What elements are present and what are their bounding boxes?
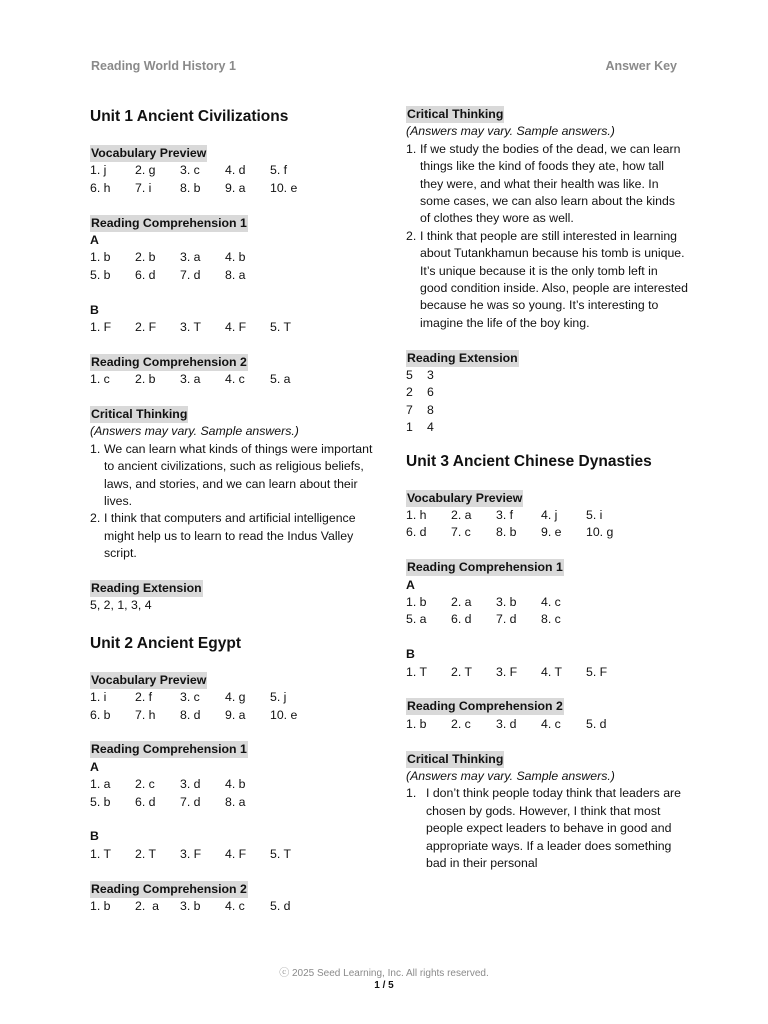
answer-cell: 8. c	[541, 612, 561, 627]
answer-cell: 2. T	[135, 846, 156, 861]
answer-row	[90, 371, 375, 388]
answer-row	[90, 249, 375, 266]
answer-row	[406, 402, 688, 419]
answer-row	[406, 664, 688, 681]
answer-cell: 2. b	[135, 250, 156, 265]
answer-cell: 5. b	[90, 794, 111, 809]
answer-row	[90, 794, 375, 811]
part-a-label: A	[90, 759, 99, 774]
unit1-vocab-answers	[90, 162, 375, 197]
unit1-ct-title: Critical Thinking	[91, 406, 188, 421]
answer-cell: 3. c	[180, 163, 200, 178]
list-item	[406, 785, 688, 872]
answer-cell: 5. F	[586, 664, 608, 679]
answer-cell: 6. b	[90, 707, 111, 722]
unit2-title: Unit 2 Ancient Egypt	[90, 634, 241, 652]
answer-cell: 8. a	[225, 794, 246, 809]
unit1-title: Unit 1 Ancient Civilizations	[90, 108, 289, 125]
item-text: If we study the bodies of the dead, we can learn things like the kind of foods they ate, how tall they were, and what their health was like. In some cases, we can also learn about the kinds of clothes they wore as well.	[420, 141, 681, 226]
answer-cell: 7. d	[180, 794, 201, 809]
answer-cell: 5. d	[586, 716, 607, 731]
answer-cell: 3	[427, 368, 434, 383]
answer-cell: 1	[406, 420, 413, 435]
answer-cell: 3. T	[180, 319, 201, 334]
item-text: We can learn what kinds of things were important to ancient civilizations, such as religious beliefs, laws, and stories, and we can learn about their lives.	[104, 441, 373, 508]
answer-cell: 7. h	[135, 707, 156, 722]
answer-cell: 9. a	[225, 180, 246, 195]
answer-cell: 1. T	[406, 664, 427, 679]
answer-cell: 4. F	[225, 319, 247, 334]
answer-row	[90, 707, 375, 724]
answer-row	[406, 611, 688, 628]
answer-row	[406, 367, 688, 384]
answer-cell: 2. a	[451, 508, 472, 523]
answer-cell: 3. c	[180, 690, 200, 705]
answer-cell: 8. a	[225, 267, 246, 282]
answer-cell: 7. c	[451, 525, 471, 540]
answer-cell: 2. c	[451, 716, 471, 731]
unit3-rc2-title: Reading Comprehension 2	[407, 699, 563, 714]
answer-cell: 1. j	[90, 163, 107, 178]
unit3-title: Unit 3 Ancient Chinese Dynasties	[406, 452, 652, 470]
answer-cell: 10. g	[586, 525, 614, 540]
unit3-vocab-title: Vocabulary Preview	[407, 490, 523, 505]
answer-cell: 2. a	[451, 595, 472, 610]
unit2-ext-title: Reading Extension	[407, 350, 518, 365]
answer-cell: 5	[406, 368, 413, 383]
unit1-ext-answer: 5, 2, 1, 3, 4	[90, 598, 152, 613]
unit1-ct-answers	[90, 441, 375, 563]
item-number: 2.	[90, 511, 101, 526]
answer-row	[406, 384, 688, 401]
unit2-vocab-title: Vocabulary Preview	[91, 672, 207, 687]
answer-cell: 1. b	[406, 595, 427, 610]
part-b-label: B	[90, 302, 99, 317]
unit3-ct-answers	[406, 785, 688, 872]
answer-row	[406, 507, 688, 524]
left-column	[90, 106, 375, 915]
unit2-rc2-title: Reading Comprehension 2	[91, 881, 247, 896]
unit1-rc1-title: Reading Comprehension 1	[91, 215, 247, 230]
answer-cell: 9. e	[541, 525, 562, 540]
answer-row	[90, 162, 375, 179]
answer-cell: 1. c	[90, 372, 110, 387]
answer-cell: 3. d	[180, 777, 201, 792]
part-b-label: B	[406, 647, 415, 662]
answer-cell: 3. b	[496, 595, 517, 610]
answer-cell: 2. f	[135, 690, 153, 705]
answer-row	[90, 846, 375, 863]
answer-cell: 5. f	[270, 163, 288, 178]
answer-row	[90, 180, 375, 197]
answer-cell: 1. T	[90, 846, 111, 861]
answer-cell: 1. i	[90, 690, 107, 705]
unit2-ext-answers	[406, 367, 688, 437]
item-text: I think that people are still interested in learning about Tutankhamun because his tomb is unique. It’s unique because it is the only tomb left in good condition inside. Also, people are interested because he was so young. It’s interesting to imagine the life of the boy king.	[420, 228, 688, 330]
answer-cell: 4. b	[225, 250, 246, 265]
answer-row	[90, 776, 375, 793]
answer-cell: 7	[406, 402, 413, 417]
part-a-label: A	[90, 232, 99, 247]
answer-row	[90, 898, 375, 915]
list-item	[406, 228, 688, 332]
answer-row	[406, 419, 688, 436]
part-b-label: B	[90, 829, 99, 844]
answer-cell: 6	[427, 385, 434, 400]
answer-row	[406, 594, 688, 611]
answer-cell: 1. F	[90, 319, 112, 334]
list-item	[90, 510, 375, 562]
answer-cell: 2	[406, 385, 413, 400]
answer-cell: 4. c	[225, 372, 245, 387]
unit3-ct-title: Critical Thinking	[407, 751, 504, 766]
sample-answers-note: (Answers may vary. Sample answers.)	[406, 124, 615, 139]
answer-cell: 1. h	[406, 508, 427, 523]
answer-cell: 4. d	[225, 163, 246, 178]
sample-answers-note: (Answers may vary. Sample answers.)	[406, 768, 615, 783]
answer-cell: 8. d	[180, 707, 201, 722]
answer-row	[90, 689, 375, 706]
answer-cell: 3. a	[180, 250, 201, 265]
running-header-answer-key: Answer Key	[605, 59, 677, 73]
answer-cell: 3. F	[496, 664, 518, 679]
answer-cell: 2. a	[135, 898, 159, 913]
item-text: I think that computers and artificial intelligence might help us to learn to read the Indus Valley script.	[104, 511, 356, 561]
answer-cell: 5. j	[270, 690, 287, 705]
answer-row	[406, 716, 688, 733]
unit2-rc1-title: Reading Comprehension 1	[91, 742, 247, 757]
answer-cell: 4. b	[225, 777, 246, 792]
answer-cell: 4. c	[541, 716, 561, 731]
answer-cell: 5. T	[270, 846, 291, 861]
answer-cell: 4. j	[541, 508, 558, 523]
page-number: 1 / 5	[374, 980, 394, 991]
answer-cell: 6. d	[135, 267, 156, 282]
answer-cell: 5. a	[406, 612, 427, 627]
answer-cell: 2. g	[135, 163, 156, 178]
list-item	[90, 441, 375, 511]
unit1-rc2-title: Reading Comprehension 2	[91, 354, 247, 369]
answer-cell: 5. d	[270, 898, 291, 913]
unit2-ct-answers	[406, 141, 688, 332]
item-number: 2.	[406, 228, 417, 243]
answer-cell: 2. b	[135, 372, 156, 387]
unit2-ct-title: Critical Thinking	[407, 107, 504, 121]
answer-cell: 10. e	[270, 180, 298, 195]
answer-cell: 5. T	[270, 319, 291, 334]
right-column	[406, 106, 688, 872]
answer-cell: 6. h	[90, 180, 111, 195]
item-number: 1.	[90, 441, 101, 456]
answer-cell: 1. b	[406, 716, 427, 731]
unit1-ext-title: Reading Extension	[91, 580, 202, 595]
item-number: 1.	[406, 141, 417, 156]
answer-cell: 7. d	[180, 267, 201, 282]
answer-cell: 4. F	[225, 846, 247, 861]
answer-cell: 4. c	[225, 898, 245, 913]
answer-cell: 2. T	[451, 664, 472, 679]
answer-cell: 4. T	[541, 664, 562, 679]
answer-cell: 1. a	[90, 777, 111, 792]
item-number: 1.	[406, 786, 417, 801]
answer-row	[406, 524, 688, 541]
answer-cell: 5. i	[586, 508, 603, 523]
answer-cell: 3. d	[496, 716, 517, 731]
answer-cell: 2. c	[135, 777, 155, 792]
answer-cell: 3. f	[496, 508, 514, 523]
list-item	[406, 141, 688, 228]
answer-cell: 8	[427, 402, 434, 417]
answer-cell: 3. b	[180, 898, 201, 913]
answer-cell: 6. d	[406, 525, 427, 540]
unit1-vocab-title: Vocabulary Preview	[91, 146, 207, 160]
answer-cell: 1. b	[90, 898, 111, 913]
answer-cell: 7. i	[135, 180, 152, 195]
answer-cell: 9. a	[225, 707, 246, 722]
answer-row	[90, 267, 375, 284]
answer-cell: 4. c	[541, 595, 561, 610]
answer-cell: 3. a	[180, 372, 201, 387]
answer-cell: 8. b	[180, 180, 201, 195]
answer-cell: 8. b	[496, 525, 517, 540]
answer-cell: 7. d	[496, 612, 517, 627]
answer-cell: 10. e	[270, 707, 298, 722]
answer-cell: 4	[427, 420, 434, 435]
item-text: I don’t think people today think that leaders are chosen by gods. However, I think that most people expect leaders to behave in good and appropriate ways. If a leader does something bad in their personal	[426, 786, 681, 871]
answer-cell: 3. F	[180, 846, 202, 861]
answer-cell: 5. b	[90, 267, 111, 282]
unit3-rc1-title: Reading Comprehension 1	[407, 560, 563, 575]
answer-cell: 5. a	[270, 372, 291, 387]
answer-row	[90, 319, 375, 336]
answer-cell: 6. d	[135, 794, 156, 809]
sample-answers-note: (Answers may vary. Sample answers.)	[90, 424, 299, 439]
running-header-title: Reading World History 1	[91, 59, 236, 73]
answer-cell: 2. F	[135, 319, 157, 334]
answer-cell: 4. g	[225, 690, 246, 705]
copyright-notice: ⓒ 2025 Seed Learning, Inc. All rights reserved.	[279, 968, 489, 979]
part-a-label: A	[406, 577, 415, 592]
answer-cell: 1. b	[90, 250, 111, 265]
answer-cell: 6. d	[451, 612, 472, 627]
